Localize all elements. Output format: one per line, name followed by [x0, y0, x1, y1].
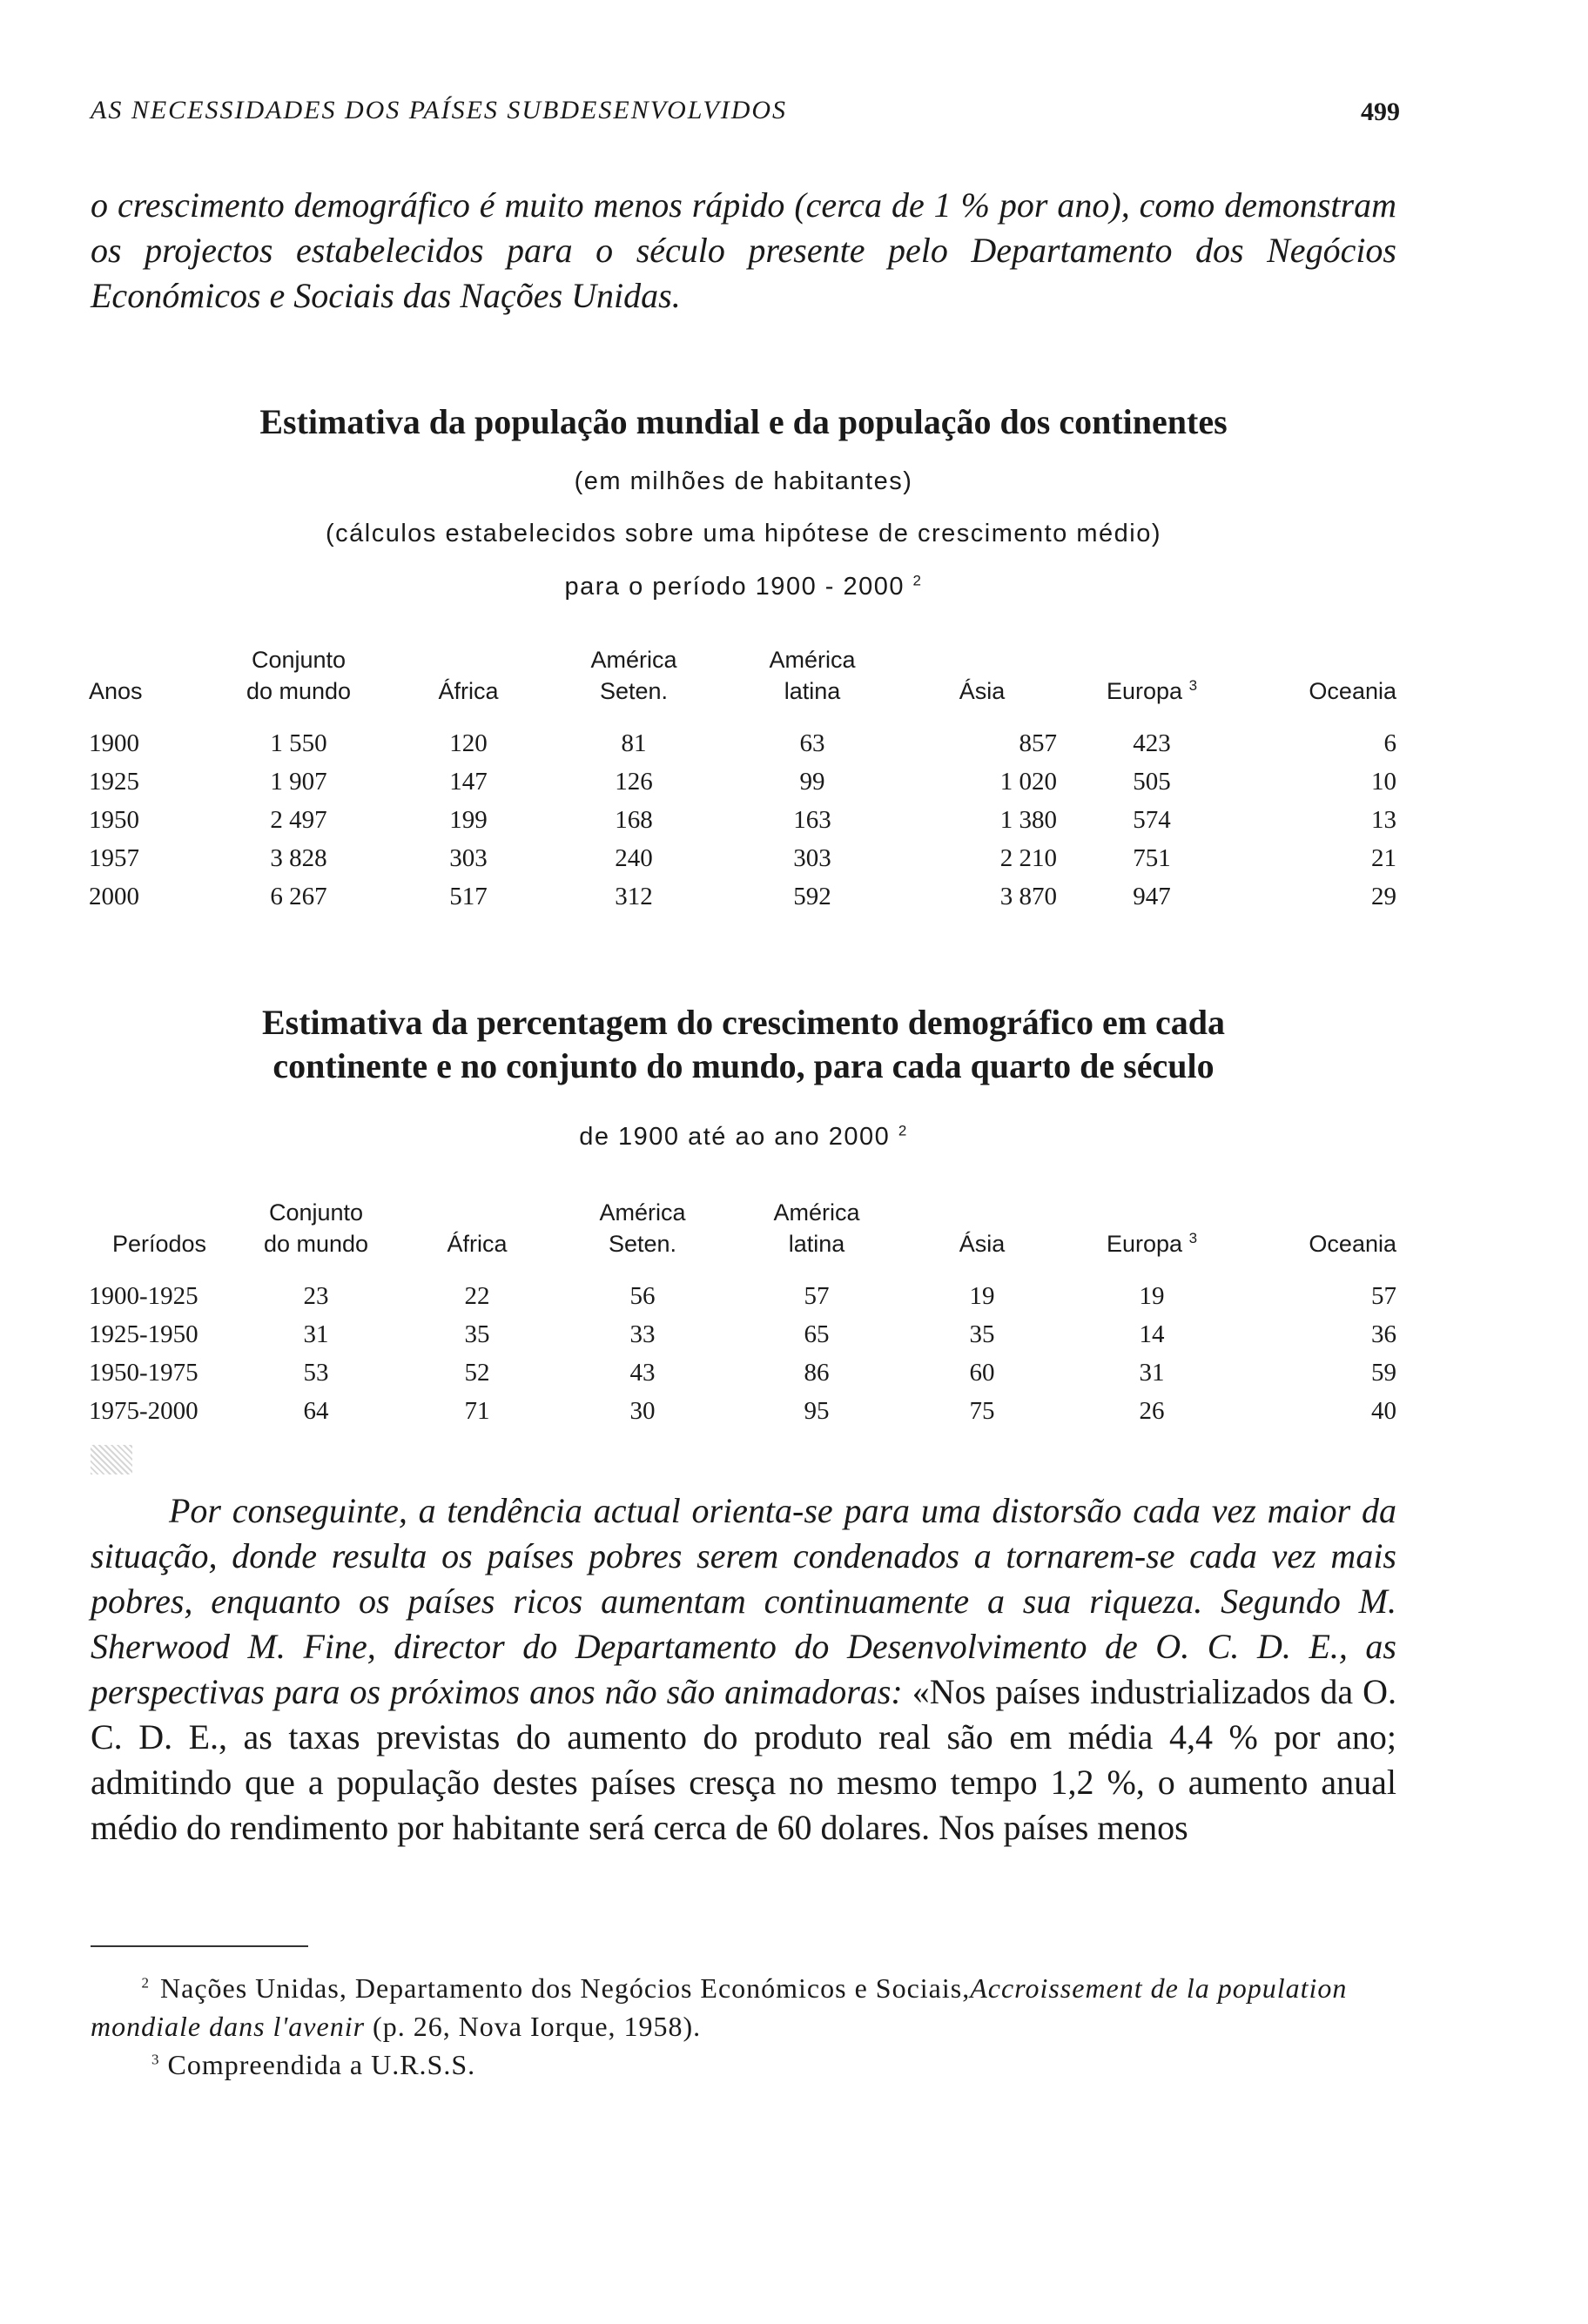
- cell-oceania: 29: [1371, 883, 1396, 910]
- table-row: [85, 762, 1400, 801]
- cell-latin-america: 63: [799, 729, 825, 757]
- table-row: [85, 877, 1400, 916]
- cell-africa: 120: [449, 729, 488, 757]
- cell-europe: 505: [1133, 768, 1171, 796]
- cell-latin-america: 65: [804, 1320, 830, 1348]
- col-header-latin-america: América latina: [773, 1199, 860, 1257]
- table-row: [85, 1353, 1400, 1392]
- cell-north-america: 43: [629, 1359, 656, 1387]
- cell-oceania: 21: [1371, 844, 1396, 872]
- cell-africa: 199: [449, 806, 488, 834]
- cell-asia: 19: [969, 1282, 995, 1310]
- cell-world: 53: [303, 1359, 329, 1387]
- col-header-world: Conjunto do mundo: [263, 1199, 369, 1257]
- cell-europe: 14: [1139, 1320, 1165, 1348]
- col-header-europe: Europa $^3$: [1106, 677, 1198, 704]
- cell-oceania: 10: [1371, 768, 1396, 796]
- cell-africa: 35: [464, 1320, 490, 1348]
- cell-oceania: 36: [1371, 1320, 1396, 1348]
- cell-world: 31: [303, 1320, 329, 1348]
- cell-period: 1900-1925: [89, 1282, 198, 1310]
- cell-asia: 35: [969, 1320, 995, 1348]
- cell-world: 3 828: [270, 844, 327, 872]
- col-header-latin-america: América latina: [769, 647, 856, 704]
- cell-europe: 19: [1139, 1282, 1165, 1310]
- cell-africa: 147: [449, 768, 488, 796]
- table-header-row: [85, 1197, 1400, 1277]
- footnote-3-mark: 3: [151, 2051, 160, 2068]
- table-row: [85, 724, 1400, 762]
- cell-latin-america: 95: [804, 1397, 830, 1425]
- cell-world: 64: [303, 1397, 329, 1425]
- cell-period: 1975-2000: [89, 1397, 198, 1425]
- cell-europe: 574: [1133, 806, 1171, 834]
- cell-asia: 60: [969, 1359, 995, 1387]
- body-paragraph: [91, 1488, 1396, 1850]
- cell-europe: 26: [1139, 1397, 1165, 1425]
- col-header-asia: Ásia: [959, 678, 1006, 704]
- population-table: [85, 644, 1400, 916]
- table-row: [85, 801, 1400, 839]
- col-header-europe: Europa $^3$: [1106, 1230, 1198, 1257]
- col-header-oceania: Oceania: [1309, 1231, 1396, 1257]
- cell-north-america: 56: [629, 1282, 656, 1310]
- growth-table: [85, 1197, 1400, 1430]
- cell-north-america: 30: [629, 1397, 656, 1425]
- footnote-2-title: Accroissement de la population mondiale dans l'avenir: [91, 1972, 1348, 2042]
- table2-subtitle: de 1900 até ao ano 2000 $^2$: [579, 1122, 908, 1151]
- col-header-years: Anos: [89, 678, 143, 704]
- cell-world: 23: [303, 1282, 329, 1310]
- footnote-3: $^3$ Compreendida a U.R.S.S.: [151, 2049, 476, 2080]
- footnote-ref-2: 2: [898, 1122, 908, 1139]
- running-title: AS NECESSIDADES DOS PAÍSES SUBDESENVOLVIDOS: [91, 96, 788, 124]
- cell-europe: 751: [1133, 844, 1171, 872]
- cell-latin-america: 86: [804, 1359, 830, 1387]
- cell-latin-america: 99: [799, 768, 825, 796]
- cell-africa: 22: [464, 1282, 490, 1310]
- cell-europe: 31: [1139, 1359, 1165, 1387]
- cell-year: 2000: [89, 883, 139, 910]
- table-row: [85, 1277, 1400, 1315]
- col-header-periods: Períodos: [111, 1231, 207, 1257]
- table2-title: Estimativa da percentagem do crescimento demográfico em cada continente e no conjunto do mundo, para cada quarto de século: [261, 1003, 1226, 1085]
- col-header-africa: África: [438, 678, 499, 704]
- cell-africa: 303: [449, 844, 488, 872]
- col-header-asia: Ásia: [959, 1231, 1006, 1257]
- footnote-2-mark: 2: [141, 1974, 150, 1992]
- cell-period: 1925-1950: [89, 1320, 198, 1348]
- cell-asia: 1 380: [999, 806, 1057, 834]
- col-header-oceania: Oceania: [1309, 678, 1396, 704]
- cell-oceania: 13: [1371, 806, 1396, 834]
- table-row: [85, 1392, 1400, 1430]
- cell-world: 1 907: [270, 768, 327, 796]
- cell-asia: 75: [969, 1397, 995, 1425]
- cell-oceania: 59: [1371, 1359, 1396, 1387]
- cell-period: 1950-1975: [89, 1359, 198, 1387]
- footnote-divider: [91, 1945, 308, 1947]
- col-header-world: Conjunto do mundo: [246, 647, 352, 704]
- cell-latin-america: 592: [793, 883, 831, 910]
- col-header-north-america: América Seten.: [599, 1199, 686, 1257]
- cell-latin-america: 57: [804, 1282, 830, 1310]
- cell-north-america: 33: [629, 1320, 656, 1348]
- footnote-2: $^2$ Nações Unidas, Departamento dos Negócios Económicos e Sociais,Accroissement de la population mondiale dans l'avenir (p. 26, Nova Iorque, 1958).: [91, 1972, 1348, 2042]
- intro-paragraph: o crescimento demográfico é muito menos rápido (cerca de 1 % por ano), como demonstram os projectos estabelecidos para o século presente pelo Departamento dos Negócios Económicos e Sociais das Nações Unidas.: [91, 185, 1396, 315]
- cell-north-america: 312: [615, 883, 653, 910]
- cell-africa: 71: [464, 1397, 490, 1425]
- body-paragraph-italic: Por conseguinte, a tendência actual orienta-se para uma distorsão cada vez maior da situação, donde resulta os países pobres serem condenados a tornarem-se cada vez mais pobres, enquanto os países ricos aumentam continuamente a sua riqueza. Segundo M. Sherwood M. Fine, director do Departamento do Desenvolvimento de O. C. D. E., as perspectivas para os próximos anos não são animadoras:: [91, 1491, 1396, 1711]
- col-header-north-america: América Seten.: [590, 647, 677, 704]
- cell-africa: 52: [464, 1359, 490, 1387]
- cell-africa: 517: [449, 883, 488, 910]
- table1-title: Estimativa da população mundial e da população dos continentes: [259, 402, 1228, 441]
- table-row: [85, 839, 1400, 877]
- table1-subtitle-units: (em milhões de habitantes): [574, 467, 913, 495]
- cell-north-america: 81: [621, 729, 647, 757]
- cell-asia: 2 210: [999, 844, 1057, 872]
- cell-year: 1957: [89, 844, 139, 872]
- cell-north-america: 240: [615, 844, 653, 872]
- cell-latin-america: 303: [793, 844, 831, 872]
- cell-latin-america: 163: [793, 806, 831, 834]
- scan-smudge: [91, 1445, 132, 1474]
- cell-north-america: 126: [615, 768, 653, 796]
- table-header-row: [85, 644, 1400, 724]
- cell-north-america: 168: [615, 806, 653, 834]
- footnote-ref-2: 2: [912, 572, 923, 589]
- cell-oceania: 57: [1371, 1282, 1396, 1310]
- col-header-africa: África: [447, 1231, 508, 1257]
- body-paragraph-quote: «Nos países industrializados da O. C. D. E., as taxas previstas do aumento do produto real são em média 4,4 % por ano; admitindo que a população destes países cresça no mesmo tempo 1,2 %, o aumento anual médio do rendimento por habitante será cerca de 60 dolares. Nos países menos: [91, 1672, 1396, 1847]
- table-row: [85, 1315, 1400, 1353]
- table1-subtitle-period: para o período 1900 - 2000 $^2$: [564, 572, 923, 601]
- cell-asia: 857: [1019, 729, 1057, 757]
- table1-subtitle-hypothesis: (cálculos estabelecidos sobre uma hipótese de crescimento médio): [326, 520, 1161, 547]
- cell-world: 6 267: [270, 883, 327, 910]
- page-number: 499: [1361, 97, 1400, 126]
- cell-year: 1925: [89, 768, 139, 796]
- cell-world: 2 497: [270, 806, 327, 834]
- cell-oceania: 40: [1371, 1397, 1396, 1425]
- cell-asia: 3 870: [999, 883, 1057, 910]
- cell-year: 1950: [89, 806, 139, 834]
- cell-year: 1900: [89, 729, 139, 757]
- cell-oceania: 6: [1383, 729, 1396, 757]
- cell-world: 1 550: [270, 729, 327, 757]
- cell-asia: 1 020: [999, 768, 1057, 796]
- cell-europe: 947: [1133, 883, 1171, 910]
- cell-europe: 423: [1133, 729, 1171, 757]
